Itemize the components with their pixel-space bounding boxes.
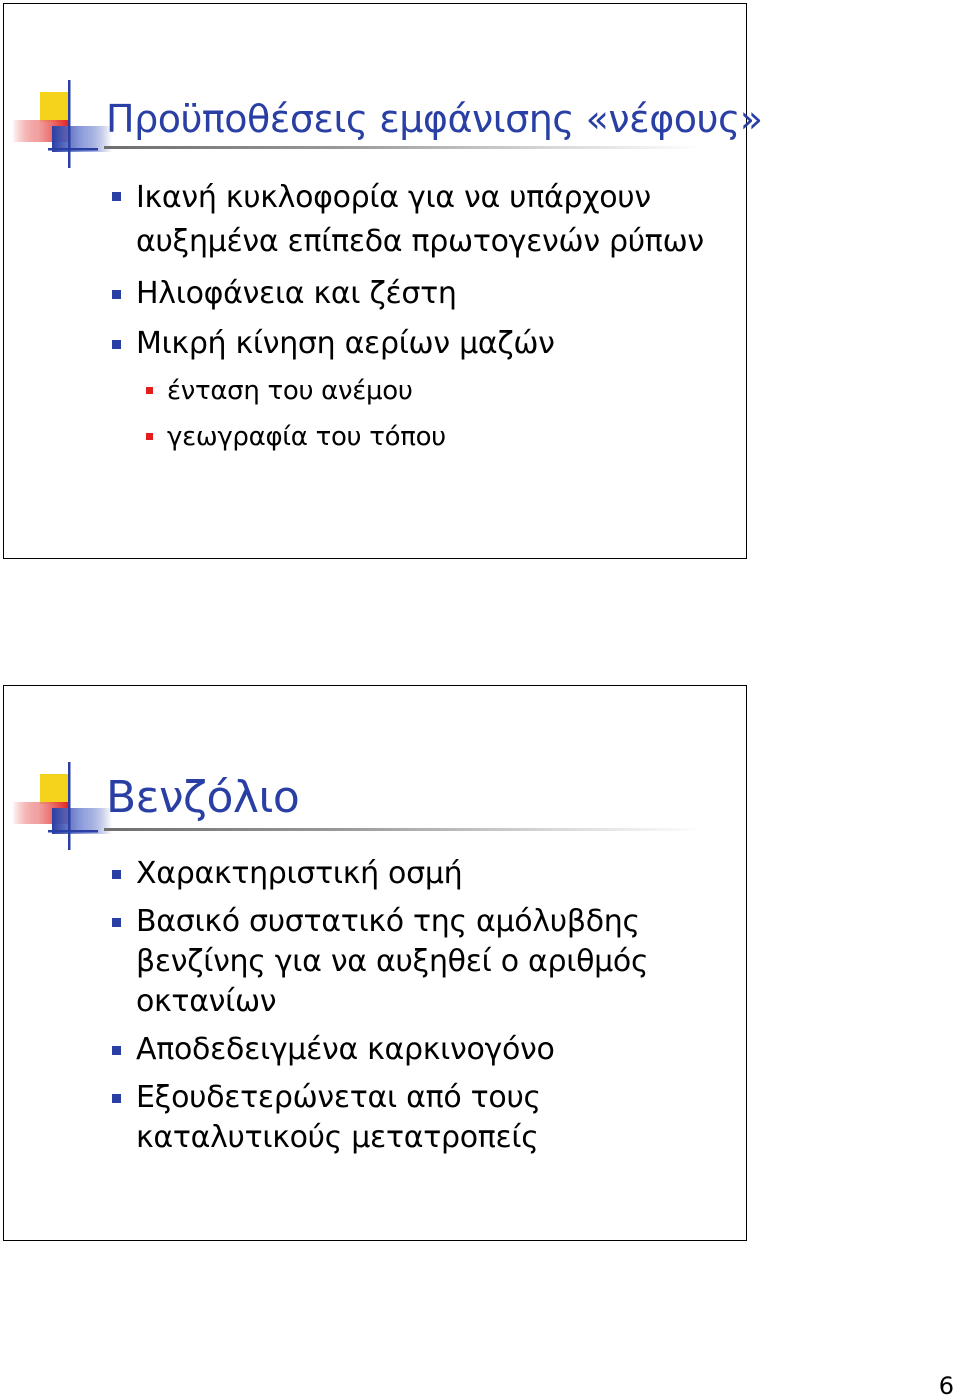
- bullet-list: [109, 176, 729, 466]
- title-divider: [104, 828, 704, 831]
- bullet-item: [109, 1078, 729, 1158]
- bullet-text: Ικανή κυκλοφορία για να υπάρχουν: [136, 180, 651, 215]
- bullet-item: [109, 854, 729, 894]
- slide-1: [3, 3, 763, 559]
- bullet-text: οκτανίων: [136, 984, 277, 1019]
- bullet-text: Μικρή κίνηση αερίων μαζών: [136, 326, 555, 361]
- bullet-text: Ηλιοφάνεια και ζέστη: [136, 276, 457, 311]
- page-number: 6: [938, 1372, 954, 1400]
- slide-2: [3, 685, 747, 1241]
- sub-bullet-item: [109, 420, 729, 454]
- sub-bullet-text: γεωγραφία του τόπου: [167, 422, 446, 452]
- slide-logo-icon: [12, 762, 112, 852]
- bullet-item: [109, 176, 729, 264]
- bullet-item: [109, 1030, 729, 1070]
- bullet-text: καταλυτικούς μετατροπείς: [136, 1120, 539, 1155]
- slide-logo-icon: [12, 80, 112, 170]
- bullet-text: Χαρακτηριστική οσμή: [136, 856, 463, 891]
- title-divider: [104, 146, 704, 149]
- sub-bullet-item: [109, 374, 729, 408]
- bullet-item: [109, 902, 729, 1022]
- bullet-text: αυξημένα επίπεδα πρωτογενών ρύπων: [136, 224, 704, 259]
- bullet-text: Αποδεδειγμένα καρκινογόνο: [136, 1032, 555, 1067]
- slide-title: Βενζόλιο: [106, 772, 300, 823]
- bullet-text: βενζίνης για να αυξηθεί ο αριθμός: [136, 944, 649, 979]
- bullet-item: [109, 324, 729, 364]
- bullet-text: Βασικό συστατικό της αμόλυβδης: [136, 904, 640, 939]
- bullet-text: Εξουδετερώνεται από τους: [136, 1080, 541, 1115]
- slide-title: Προϋποθέσεις εμφάνισης «νέφους»: [106, 97, 763, 141]
- bullet-item: [109, 274, 729, 314]
- bullet-list: [109, 854, 729, 1166]
- sub-bullet-text: ένταση του ανέμου: [167, 376, 413, 406]
